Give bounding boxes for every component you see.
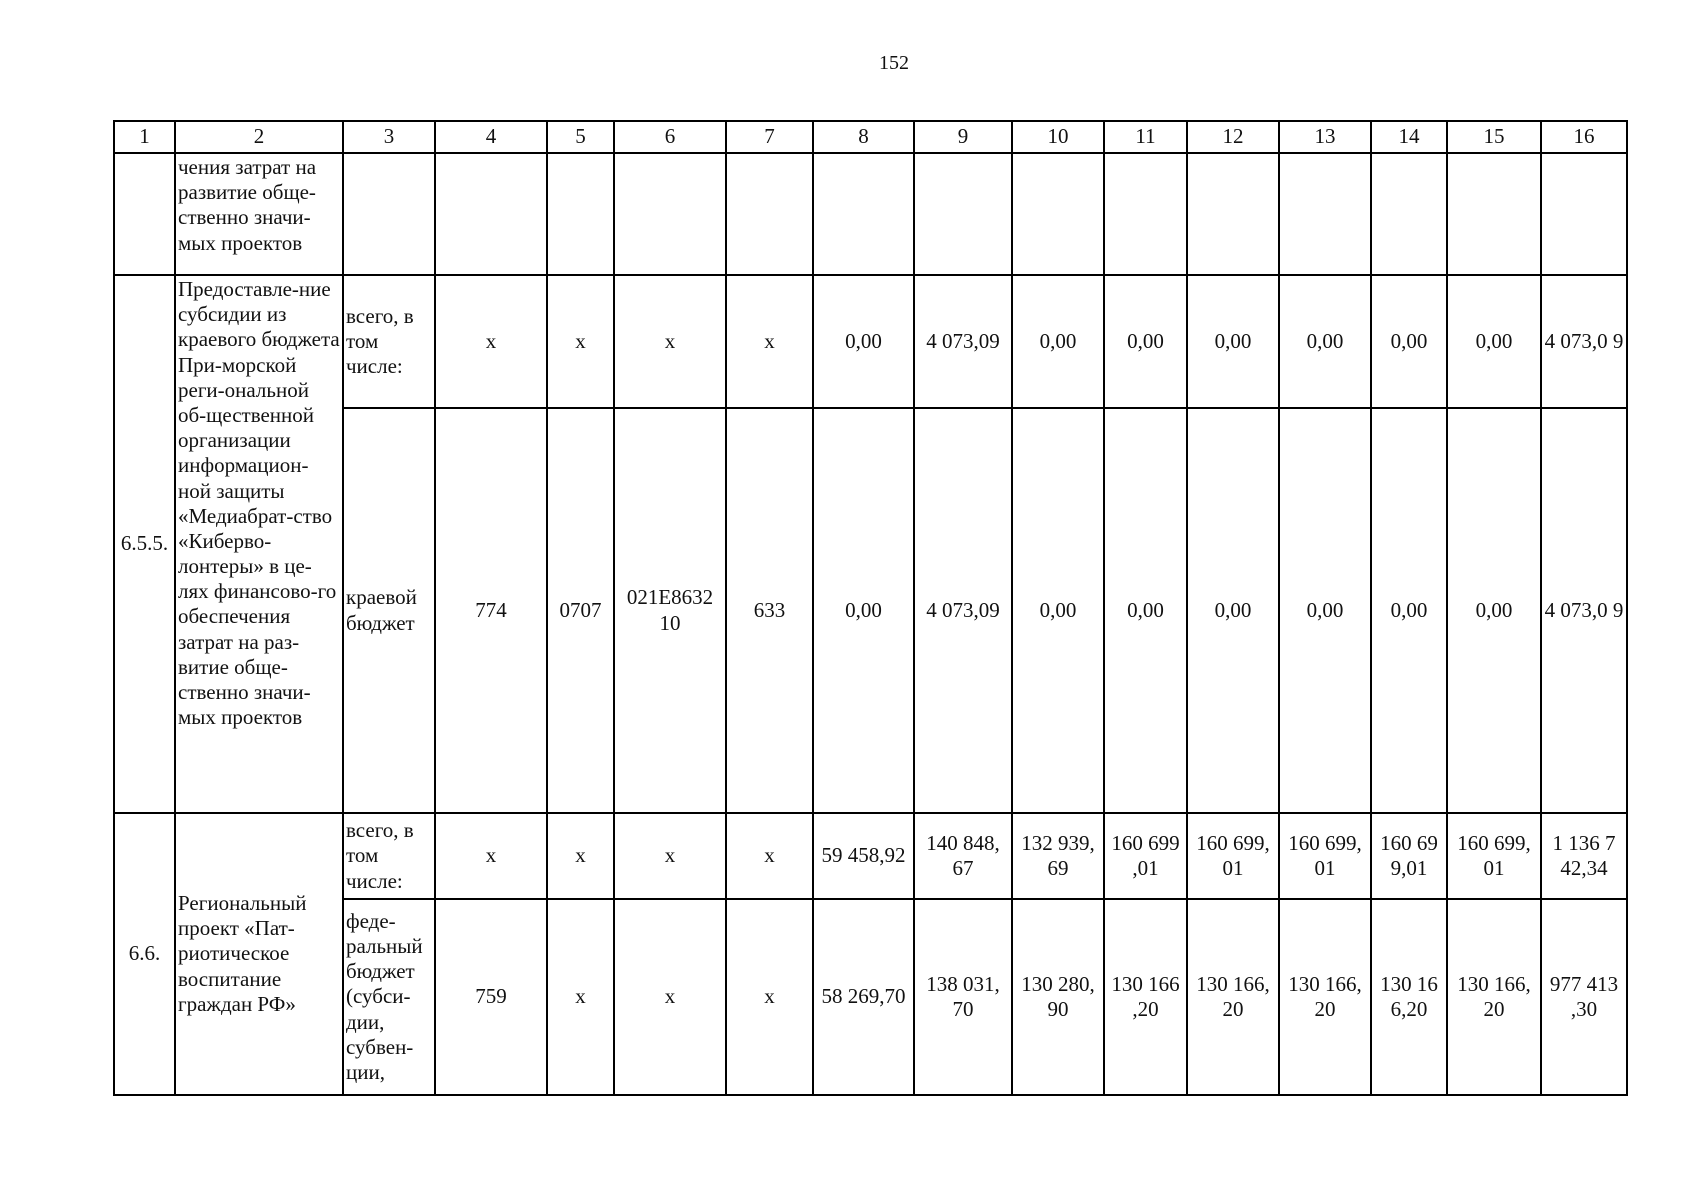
table-cell: 0,00: [1279, 408, 1371, 813]
header-cell: 3: [343, 121, 435, 153]
table-cell: x: [726, 275, 813, 408]
table-cell: 130 280, 90: [1012, 899, 1104, 1095]
header-cell: 16: [1541, 121, 1627, 153]
table-cell: 0,00: [1187, 275, 1279, 408]
funding-source: всего, в том числе:: [343, 275, 435, 408]
page-number: 152: [879, 52, 909, 74]
table-cell: 774: [435, 408, 547, 813]
table-cell: x: [614, 899, 726, 1095]
table-cell: [1371, 153, 1447, 275]
table-cell: 160 699 ,01: [1104, 813, 1187, 899]
table-cell: 021Е8632 10: [614, 408, 726, 813]
table-cell: 0,00: [1012, 275, 1104, 408]
table-cell: x: [547, 899, 614, 1095]
funding-source: всего, в том числе:: [343, 813, 435, 899]
header-cell: 11: [1104, 121, 1187, 153]
table-cell: 633: [726, 408, 813, 813]
table-cell: [614, 153, 726, 275]
table-cell: 0,00: [1104, 275, 1187, 408]
table-cell: 59 458,92: [813, 813, 914, 899]
table-cell: 0,00: [1447, 408, 1541, 813]
table-cell: 977 413 ,30: [1541, 899, 1627, 1095]
header-cell: 10: [1012, 121, 1104, 153]
header-row: [114, 121, 1627, 153]
header-cell: 15: [1447, 121, 1541, 153]
table-cell: 1 136 7 42,34: [1541, 813, 1627, 899]
table-cell: 4 073,09: [914, 275, 1012, 408]
header-cell: 6: [614, 121, 726, 153]
table-cell: 130 166, 20: [1279, 899, 1371, 1095]
table-cell: [813, 153, 914, 275]
table-cell: 0,00: [1371, 275, 1447, 408]
table-cell: 132 939, 69: [1012, 813, 1104, 899]
table-cell: [114, 153, 175, 275]
table-cell: 130 166 ,20: [1104, 899, 1187, 1095]
header-cell: 5: [547, 121, 614, 153]
header-cell: 12: [1187, 121, 1279, 153]
table-cell: [1541, 153, 1627, 275]
table-cell: x: [435, 275, 547, 408]
funding-source: краевой бюджет: [343, 408, 435, 813]
table-cell: 138 031, 70: [914, 899, 1012, 1095]
table-cell: 0707: [547, 408, 614, 813]
table-cell: 4 073,0 9: [1541, 275, 1627, 408]
header-cell: 4: [435, 121, 547, 153]
table-cell: 160 699, 01: [1187, 813, 1279, 899]
table-cell: 140 848, 67: [914, 813, 1012, 899]
table-cell: 0,00: [1104, 408, 1187, 813]
table-cell: 160 699, 01: [1447, 813, 1541, 899]
table-cell: 0,00: [1371, 408, 1447, 813]
table-cell: [914, 153, 1012, 275]
header-cell: 2: [175, 121, 343, 153]
table-cell: [1104, 153, 1187, 275]
table-cell: [1187, 153, 1279, 275]
table-cell: [1279, 153, 1371, 275]
table-cell: [1012, 153, 1104, 275]
measure-name-continuation: чения затрат на развитие обще-ственно значи-мых проектов: [175, 153, 343, 275]
table-cell: [435, 153, 547, 275]
header-cell: 8: [813, 121, 914, 153]
table-cell: 130 166, 20: [1447, 899, 1541, 1095]
measure-name: Предоставле-ние субсидии из краевого бюджета При-морской реги-ональной об-щественной организации информацион-ной защиты «Медиабрат-ство «Киберво-лонтеры» в це-лях финансово-го обеспечения затрат на раз-витие обще-ственно значи-мых проектов: [175, 275, 343, 813]
table-cell: 160 69 9,01: [1371, 813, 1447, 899]
row-6-6-total: [114, 813, 1627, 899]
table-cell: 0,00: [1012, 408, 1104, 813]
header-cell: 14: [1371, 121, 1447, 153]
header-cell: 9: [914, 121, 1012, 153]
table-cell: x: [614, 275, 726, 408]
table-cell: 130 16 6,20: [1371, 899, 1447, 1095]
table-cell: 0,00: [1187, 408, 1279, 813]
table-cell: 0,00: [813, 275, 914, 408]
header-cell: 13: [1279, 121, 1371, 153]
table-cell: [726, 153, 813, 275]
table-cell: x: [614, 813, 726, 899]
table-cell: [1447, 153, 1541, 275]
table-cell: [343, 153, 435, 275]
table-cell: x: [435, 813, 547, 899]
measure-number: 6.5.5.: [114, 275, 175, 813]
header-cell: 7: [726, 121, 813, 153]
table-cell: x: [726, 813, 813, 899]
table-cell: x: [547, 275, 614, 408]
measure-name: Региональный проект «Пат-риотическое воспитание граждан РФ»: [175, 813, 343, 1095]
table-cell: 0,00: [1279, 275, 1371, 408]
measure-number: 6.6.: [114, 813, 175, 1095]
funding-source: феде-ральный бюджет (субси-дии, субвен-ции,: [343, 899, 435, 1095]
table-cell: 160 699, 01: [1279, 813, 1371, 899]
table-cell: 0,00: [1447, 275, 1541, 408]
table-cell: 4 073,09: [914, 408, 1012, 813]
budget-table: [113, 120, 1628, 1096]
table-cell: [547, 153, 614, 275]
table-cell: 130 166, 20: [1187, 899, 1279, 1095]
row-6-5-5-total: [114, 275, 1627, 408]
header-cell: 1: [114, 121, 175, 153]
continuation-row: [114, 153, 1627, 275]
table-cell: x: [547, 813, 614, 899]
table-cell: 58 269,70: [813, 899, 914, 1095]
table-cell: 4 073,0 9: [1541, 408, 1627, 813]
table-cell: 0,00: [813, 408, 914, 813]
table-cell: 759: [435, 899, 547, 1095]
table-cell: x: [726, 899, 813, 1095]
